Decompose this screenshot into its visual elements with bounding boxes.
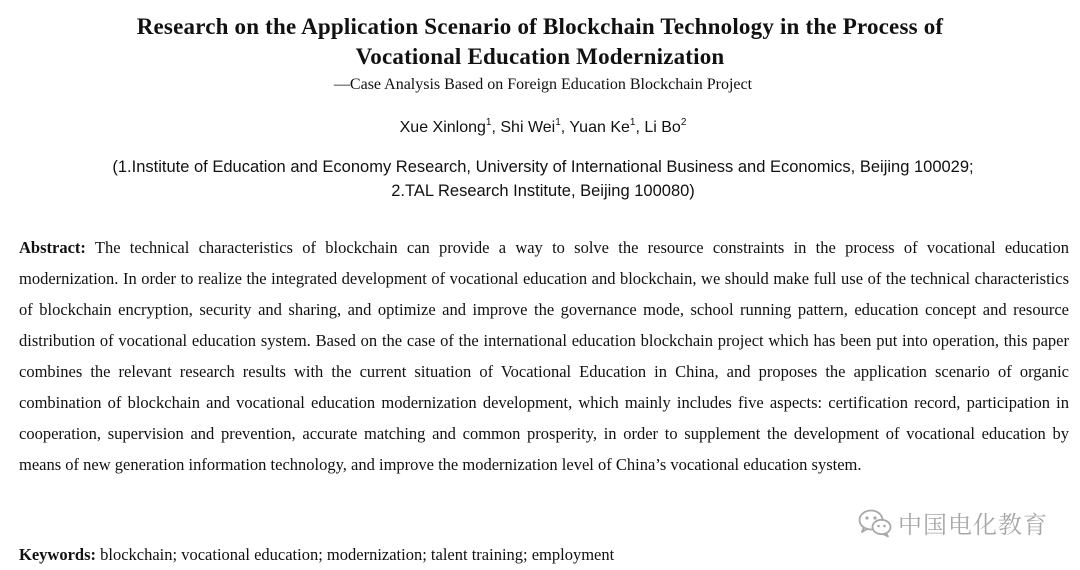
author-affiliation-marker: 1 [485, 117, 492, 128]
affiliation-line-2: 2.TAL Research Institute, Beijing 100080) [391, 182, 695, 200]
abstract-label: Abstract: [19, 238, 86, 257]
keywords-text: blockchain; vocational education; modernization; talent training; employment [96, 545, 615, 564]
paper-subtitle: —Case Analysis Based on Foreign Education Blockchain Project [333, 76, 753, 93]
author-list [0, 117, 1080, 139]
author: Li Bo$^2$ [644, 117, 687, 136]
watermark [858, 505, 1048, 540]
paper-title-line1: Research on the Application Scenario of Blockchain Technology in the Process of [136, 14, 944, 39]
wechat-icon [858, 508, 892, 538]
author-affiliation-marker: 1 [555, 117, 561, 128]
keywords-label: Keywords: [19, 545, 96, 564]
affiliation-line-1: (1.Institute of Education and Economy Research, University of International Business and Economics, Beijing 100029; [112, 158, 974, 176]
author-affiliation-marker: 1 [629, 117, 636, 128]
abstract [19, 232, 1069, 480]
author: Xue Xinlong$^1$, [399, 117, 501, 136]
paper-title [20, 12, 1060, 72]
author: Shi Wei$^1$, [500, 117, 570, 136]
author-affiliation-marker: 2 [680, 117, 687, 128]
abstract-text: The technical characteristics of blockchain can provide a way to solve the resource constraints in the process of vocational education modernization. In order to realize the integrated development of vocational education and blockchain, we should make full use of the technical characteristics of blockchain encryption, security and sharing, and optimize and improve the governance mode, school running pattern, education concept and resource distribution of vocational education system. Based on the case of the international education blockchain project which has been put into operation, this paper combines the relevant research results with the current situation of Vocational Education in China, and proposes the application scenario of organic combination of blockchain and vocational education modernization development, which mainly includes five aspects: certification record, participation in cooperation, supervision and prevention, accurate matching and common prosperity, in order to supplement the development of vocational education by means of new generation information technology, and improve the modernization level of China’s vocational education system. [19, 238, 1069, 474]
watermark-text: 中国电化教育 [898, 511, 1048, 539]
keywords [19, 539, 1069, 570]
author: Yuan Ke$^1$, [569, 117, 645, 136]
paper-title-line2: Vocational Education Modernization [355, 44, 725, 69]
